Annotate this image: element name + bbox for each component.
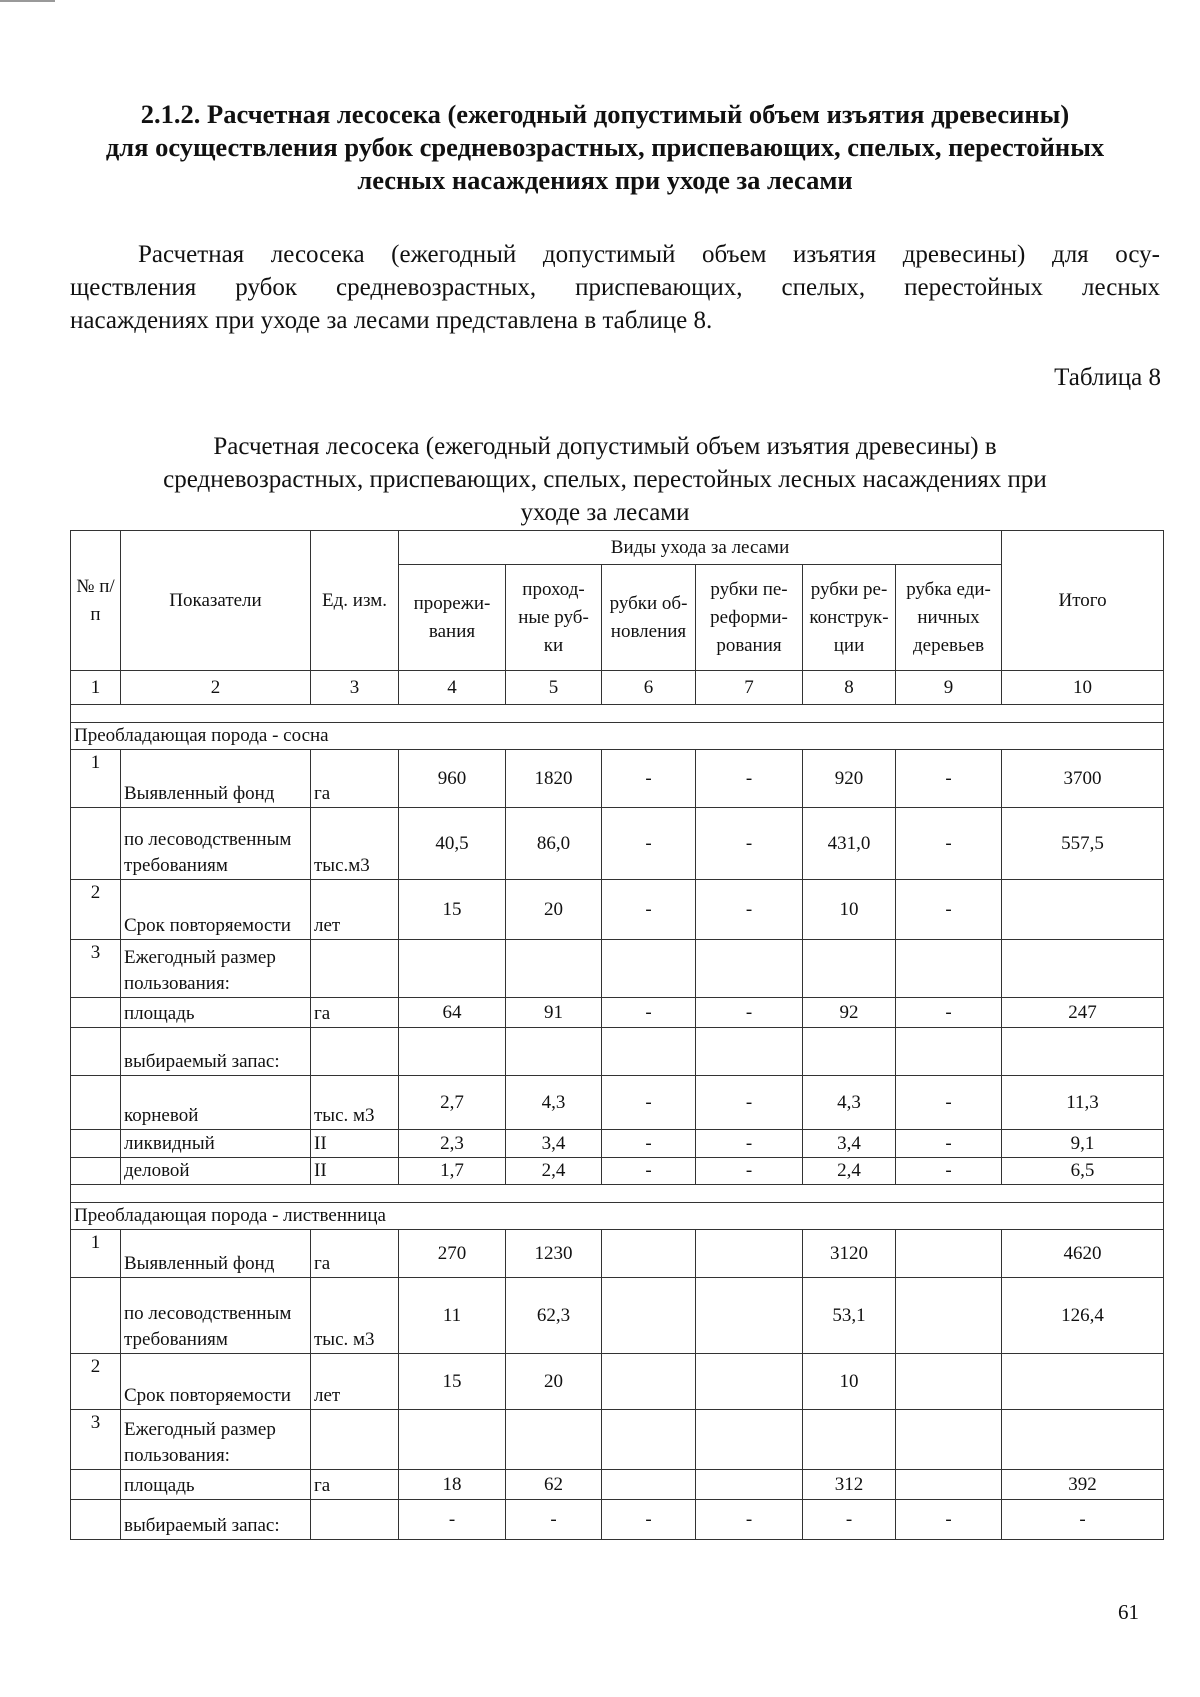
value-cell (602, 1354, 696, 1410)
table-row (71, 750, 1164, 808)
unit (311, 940, 399, 998)
value-cell: 15 (399, 1354, 506, 1410)
table-row (71, 1158, 1164, 1185)
intro-paragraph (70, 238, 1160, 337)
total-cell (1002, 940, 1164, 998)
table-row (71, 808, 1164, 880)
value-cell: - (602, 1158, 696, 1185)
value-cell (896, 1410, 1002, 1470)
value-cell: 2,4 (506, 1158, 602, 1185)
value-cell (896, 1230, 1002, 1278)
indicator-name: выбираемый запас: (121, 1500, 311, 1540)
header-care-types-group: Виды ухода за лесами (399, 531, 1002, 565)
row-number: 1 (71, 750, 121, 808)
column-number: 4 (399, 671, 506, 705)
unit: лет (311, 1354, 399, 1410)
total-cell (1002, 1028, 1164, 1076)
header-renewal-cutting: рубки об-новления (602, 565, 696, 671)
value-cell (602, 1470, 696, 1500)
row-number (71, 1076, 121, 1130)
table-8 (70, 530, 1164, 1540)
value-cell: 10 (803, 880, 896, 940)
value-cell (803, 1028, 896, 1076)
value-cell (803, 1410, 896, 1470)
intro-line-2: ществления рубок средневозрастных, приспевающих, спелых, перестойных лесных (70, 274, 1160, 301)
value-cell: - (506, 1500, 602, 1540)
value-cell: - (602, 1130, 696, 1158)
row-number (71, 1500, 121, 1540)
table-caption-line-2: средневозрастных, приспевающих, спелых, перестойных лесных насаждениях при (163, 466, 1047, 493)
value-cell (803, 940, 896, 998)
indicator-name: Выявленный фонд (121, 1230, 311, 1278)
header-no: № п/п (71, 531, 121, 671)
header-indicators: Показатели (121, 531, 311, 671)
value-cell: 18 (399, 1470, 506, 1500)
row-number (71, 1158, 121, 1185)
value-cell (602, 1230, 696, 1278)
table-caption (60, 430, 1150, 529)
unit: II (311, 1158, 399, 1185)
table-number-label: Таблица 8 (1054, 364, 1161, 391)
value-cell (696, 1470, 803, 1500)
header-pass-through-cutting: проход-ные руб-ки (506, 565, 602, 671)
value-cell: 312 (803, 1470, 896, 1500)
total-cell: 126,4 (1002, 1278, 1164, 1354)
column-number: 8 (803, 671, 896, 705)
row-number (71, 808, 121, 880)
header-reconstruction-cutting: рубки ре-конструк-ции (803, 565, 896, 671)
value-cell: - (896, 1130, 1002, 1158)
value-cell: 2,7 (399, 1076, 506, 1130)
column-number: 6 (602, 671, 696, 705)
value-cell: - (602, 808, 696, 880)
table-row (71, 1354, 1164, 1410)
value-cell: 20 (506, 880, 602, 940)
value-cell: 11 (399, 1278, 506, 1354)
value-cell: - (602, 1076, 696, 1130)
value-cell (506, 1410, 602, 1470)
value-cell: - (696, 1076, 803, 1130)
column-number: 1 (71, 671, 121, 705)
value-cell: - (696, 808, 803, 880)
value-cell: 4,3 (803, 1076, 896, 1130)
value-cell: 92 (803, 998, 896, 1028)
value-cell: - (896, 1076, 1002, 1130)
table-body (71, 705, 1164, 1540)
total-cell: 247 (1002, 998, 1164, 1028)
table-caption-line-1: Расчетная лесосека (ежегодный допустимый объем изъятия древесины) в (213, 433, 997, 460)
row-number: 1 (71, 1230, 121, 1278)
header-thinning: прорежи-вания (399, 565, 506, 671)
unit: лет (311, 880, 399, 940)
value-cell: 10 (803, 1354, 896, 1410)
value-cell (896, 1278, 1002, 1354)
value-cell: - (602, 880, 696, 940)
section-title: Преобладающая порода - лиственница (71, 1203, 1164, 1230)
row-number (71, 1028, 121, 1076)
value-cell: 1820 (506, 750, 602, 808)
unit (311, 1028, 399, 1076)
section-title-row (71, 1203, 1164, 1230)
column-number: 2 (121, 671, 311, 705)
column-number: 5 (506, 671, 602, 705)
value-cell: - (896, 750, 1002, 808)
table-row (71, 1076, 1164, 1130)
page-number: 61 (1118, 1600, 1139, 1624)
total-cell: 392 (1002, 1470, 1164, 1500)
value-cell: - (399, 1500, 506, 1540)
value-cell (696, 1354, 803, 1410)
indicator-name: по лесоводственным требованиям (121, 808, 311, 880)
value-cell: 62,3 (506, 1278, 602, 1354)
value-cell: 15 (399, 880, 506, 940)
value-cell: - (896, 1158, 1002, 1185)
value-cell: 431,0 (803, 808, 896, 880)
row-number: 2 (71, 880, 121, 940)
unit: га (311, 998, 399, 1028)
total-cell: 557,5 (1002, 808, 1164, 880)
value-cell: - (896, 1500, 1002, 1540)
value-cell: 64 (399, 998, 506, 1028)
table-row (71, 1500, 1164, 1540)
total-cell: 11,3 (1002, 1076, 1164, 1130)
row-number: 3 (71, 940, 121, 998)
value-cell: 3,4 (803, 1130, 896, 1158)
unit (311, 1500, 399, 1540)
value-cell (602, 1278, 696, 1354)
indicator-name: по лесоводственным требованиям (121, 1278, 311, 1354)
unit (311, 1410, 399, 1470)
value-cell (896, 1354, 1002, 1410)
unit: га (311, 1470, 399, 1500)
row-number (71, 998, 121, 1028)
unit: га (311, 750, 399, 808)
value-cell (896, 940, 1002, 998)
value-cell: - (696, 750, 803, 808)
value-cell: 270 (399, 1230, 506, 1278)
unit: тыс.м3 (311, 808, 399, 880)
section-title-row (71, 723, 1164, 750)
value-cell: - (602, 750, 696, 808)
header-unit: Ед. изм. (311, 531, 399, 671)
unit: II (311, 1130, 399, 1158)
total-cell: 4620 (1002, 1230, 1164, 1278)
indicator-name: Ежегодный размер пользования: (121, 940, 311, 998)
spacer-cell (71, 1185, 1164, 1203)
value-cell (896, 1028, 1002, 1076)
column-number: 9 (896, 671, 1002, 705)
table-header (71, 531, 1164, 705)
total-cell: - (1002, 1500, 1164, 1540)
spacer-row (71, 1185, 1164, 1203)
section-heading-line-1: 2.1.2. Расчетная лесосека (ежегодный допустимый объем изъятия древесины) (140, 99, 1070, 129)
value-cell: 91 (506, 998, 602, 1028)
row-number (71, 1278, 121, 1354)
value-cell: - (602, 998, 696, 1028)
value-cell: 40,5 (399, 808, 506, 880)
value-cell: 2,3 (399, 1130, 506, 1158)
indicator-name: площадь (121, 998, 311, 1028)
value-cell: - (696, 998, 803, 1028)
value-cell: - (602, 1500, 696, 1540)
indicator-name: выбираемый запас: (121, 1028, 311, 1076)
section-heading-line-3: лесных насаждениях при уходе за лесами (357, 165, 853, 195)
total-cell: 6,5 (1002, 1158, 1164, 1185)
section-heading (60, 98, 1150, 197)
table-row (71, 998, 1164, 1028)
value-cell: 20 (506, 1354, 602, 1410)
row-number (71, 1130, 121, 1158)
header-total: Итого (1002, 531, 1164, 671)
column-number-row (71, 671, 1164, 705)
section-heading-line-2: для осуществления рубок средневозрастных, приспевающих, спелых, перестойных (105, 132, 1105, 162)
value-cell: 2,4 (803, 1158, 896, 1185)
value-cell: - (696, 1130, 803, 1158)
value-cell: 920 (803, 750, 896, 808)
value-cell (696, 1028, 803, 1076)
value-cell: - (896, 998, 1002, 1028)
value-cell (696, 940, 803, 998)
table-row (71, 940, 1164, 998)
total-cell: 9,1 (1002, 1130, 1164, 1158)
section-title: Преобладающая порода - сосна (71, 723, 1164, 750)
spacer-row (71, 705, 1164, 723)
value-cell: 4,3 (506, 1076, 602, 1130)
value-cell (399, 1410, 506, 1470)
column-number: 3 (311, 671, 399, 705)
value-cell: - (803, 1500, 896, 1540)
indicator-name: корневой (121, 1076, 311, 1130)
column-number: 7 (696, 671, 803, 705)
unit: тыс. м3 (311, 1076, 399, 1130)
value-cell: 62 (506, 1470, 602, 1500)
scan-corner-mark (0, 0, 55, 2)
value-cell (602, 1410, 696, 1470)
table-row (71, 1028, 1164, 1076)
total-cell (1002, 1410, 1164, 1470)
value-cell: - (696, 1158, 803, 1185)
table-row (71, 880, 1164, 940)
total-cell (1002, 1354, 1164, 1410)
table-row (71, 1410, 1164, 1470)
table-row (71, 1278, 1164, 1354)
value-cell (696, 1410, 803, 1470)
indicator-name: Срок повторяемости (121, 880, 311, 940)
value-cell (696, 1230, 803, 1278)
table-row (71, 1130, 1164, 1158)
value-cell: - (896, 880, 1002, 940)
row-number: 3 (71, 1410, 121, 1470)
value-cell (602, 1028, 696, 1076)
value-cell (399, 940, 506, 998)
value-cell: 1230 (506, 1230, 602, 1278)
total-cell (1002, 880, 1164, 940)
table-caption-line-3: уходе за лесами (520, 499, 690, 526)
header-reformation-cutting: рубки пе-реформи-рования (696, 565, 803, 671)
value-cell: 86,0 (506, 808, 602, 880)
value-cell (896, 1470, 1002, 1500)
row-number (71, 1470, 121, 1500)
indicator-name: Ежегодный размер пользования: (121, 1410, 311, 1470)
total-cell: 3700 (1002, 750, 1164, 808)
indicator-name: Выявленный фонд (121, 750, 311, 808)
value-cell (696, 1278, 803, 1354)
table-row (71, 1470, 1164, 1500)
column-number: 10 (1002, 671, 1164, 705)
value-cell: - (896, 808, 1002, 880)
value-cell: 53,1 (803, 1278, 896, 1354)
indicator-name: площадь (121, 1470, 311, 1500)
spacer-cell (71, 705, 1164, 723)
intro-line-3: насаждениях при уходе за лесами представлена в таблице 8. (70, 307, 713, 334)
value-cell: - (696, 1500, 803, 1540)
value-cell (399, 1028, 506, 1076)
indicator-name: деловой (121, 1158, 311, 1185)
value-cell: - (696, 880, 803, 940)
allowable-cut-table (70, 530, 1164, 1540)
value-cell (506, 940, 602, 998)
unit: га (311, 1230, 399, 1278)
unit: тыс. м3 (311, 1278, 399, 1354)
indicator-name: Срок повторяемости (121, 1354, 311, 1410)
header-single-tree-cutting: рубка еди-ничных деревьев (896, 565, 1002, 671)
value-cell (602, 940, 696, 998)
row-number: 2 (71, 1354, 121, 1410)
value-cell (506, 1028, 602, 1076)
intro-line-1: Расчетная лесосека (ежегодный допустимый объем изъятия древесины) для осу- (138, 241, 1160, 268)
value-cell: 1,7 (399, 1158, 506, 1185)
value-cell: 3,4 (506, 1130, 602, 1158)
table-row (71, 1230, 1164, 1278)
indicator-name: ликвидный (121, 1130, 311, 1158)
value-cell: 960 (399, 750, 506, 808)
value-cell: 3120 (803, 1230, 896, 1278)
